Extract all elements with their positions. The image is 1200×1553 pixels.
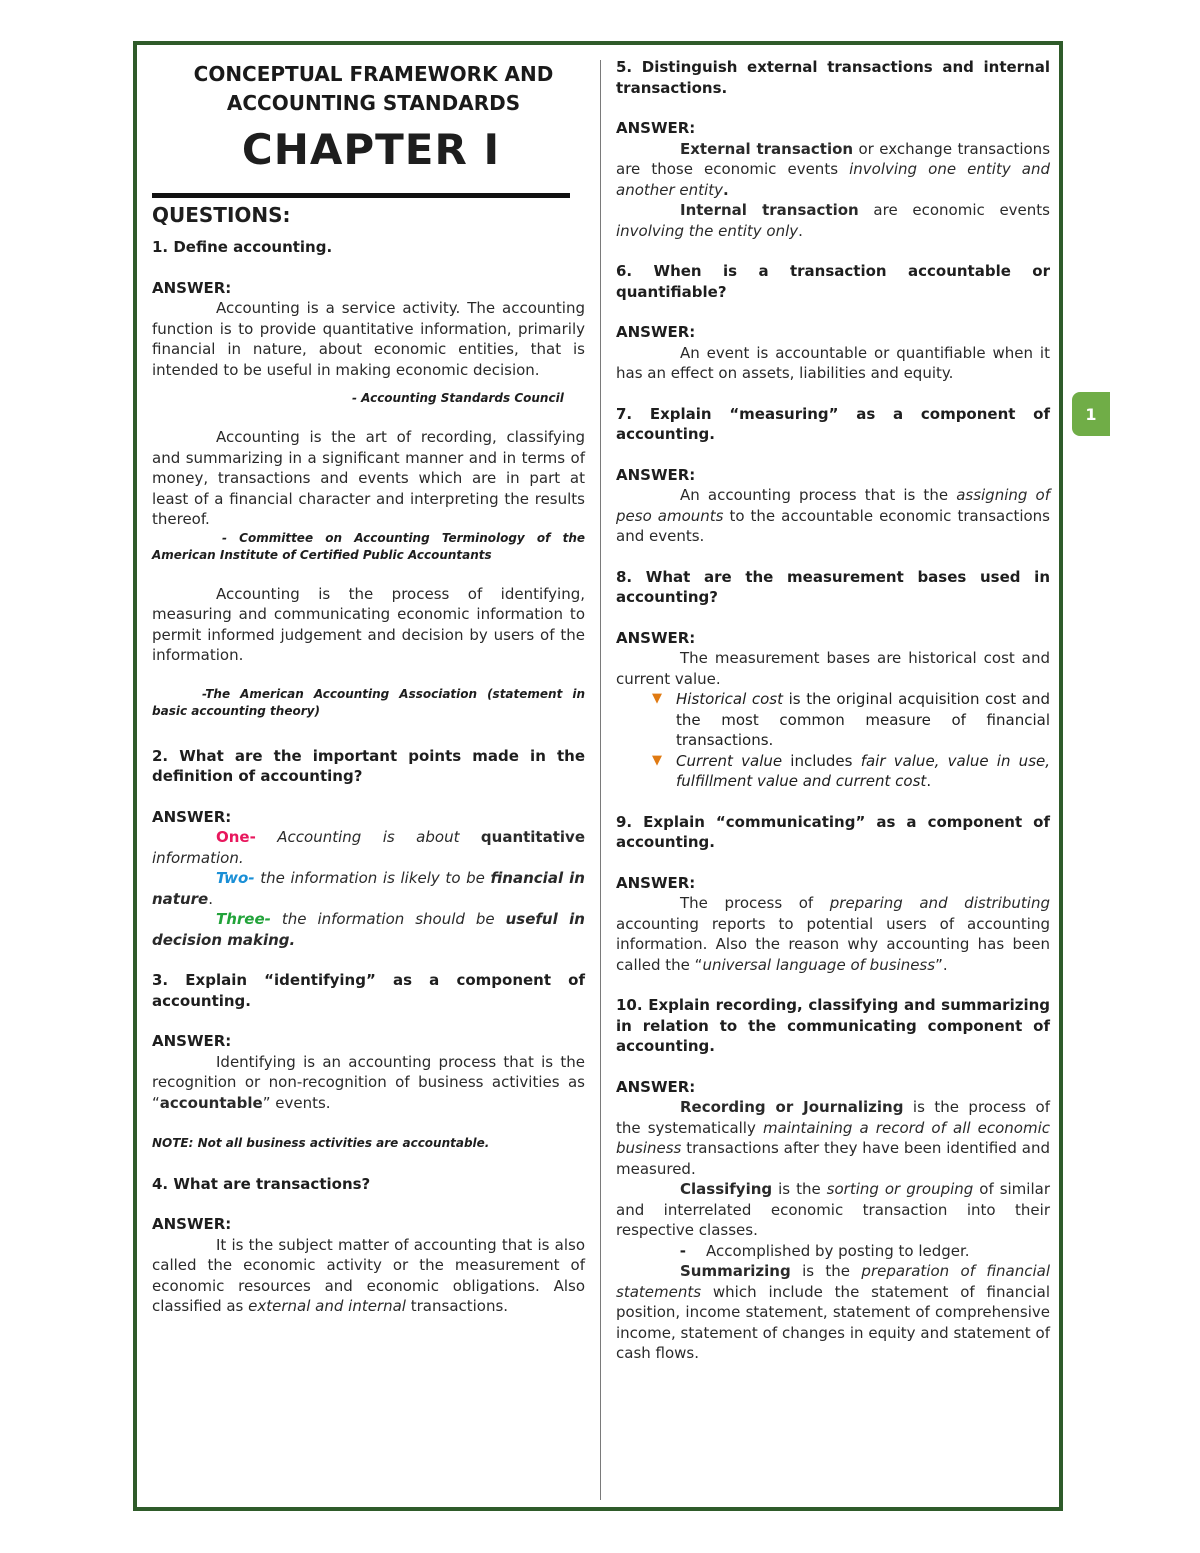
arrow-bullet-icon: ▼	[652, 752, 662, 768]
q2-point-two: Two- the information is likely to be financial in nature.	[152, 869, 585, 908]
answer-label: ANSWER:	[152, 278, 232, 297]
q2-point-one: One- Accounting is about quantitative information.	[152, 828, 585, 867]
question-10: 10. Explain recording, classifying and summarizing in relation to the communicating component of accounting.	[616, 996, 1050, 1055]
q7-answer: An accounting process that is the assigning of peso amounts to the accountable economic transactions and events.	[616, 486, 1050, 545]
right-column	[616, 57, 1050, 1364]
answer-label: ANSWER:	[616, 465, 696, 484]
q2-two-label: Two-	[216, 869, 255, 887]
answer-label: ANSWER:	[616, 323, 696, 341]
q3-answer: Identifying is an accounting process that is the recognition or non-recognition of business activities as “accountable” events.	[152, 1052, 585, 1112]
answer-label: ANSWER:	[152, 807, 232, 826]
q5-internal: Internal transaction are economic events involving the entity only.	[616, 201, 1050, 240]
document-title-line2: ACCOUNTING STANDARDS	[226, 91, 521, 115]
q2-point-three: Three- the information should be useful in decision making.	[152, 910, 585, 949]
answer-label: ANSWER:	[616, 119, 696, 137]
question-6: 6. When is a transaction accountable or quantifiable?	[616, 262, 1050, 301]
q1-definition-2: Accounting is the art of recording, classifying and summarizing in a significant manner and in terms of money, transactions and events which are in part at least of a financial character and interpreting the results thereof.	[152, 428, 585, 528]
chapter-heading: CHAPTER I	[241, 125, 501, 174]
answer-label: ANSWER:	[616, 873, 696, 892]
q8-bullet-historical-cost: ▼ Historical cost is the original acquisition cost and the most common measure of financial transactions.	[616, 689, 1050, 751]
answer-label: ANSWER:	[616, 1077, 696, 1096]
question-2: 2. What are the important points made in the definition of accounting?	[152, 746, 585, 785]
question-1: 1. Define accounting.	[152, 238, 333, 256]
question-7: 7. Explain “measuring” as a component of accounting.	[616, 404, 1050, 443]
q2-one-label: One-	[216, 828, 256, 846]
arrow-bullet-icon: ▼	[652, 691, 662, 706]
page-number-badge: 1	[1072, 392, 1110, 436]
dash-bullet: -	[679, 1241, 686, 1260]
q3-note: NOTE: Not all business activities are accountable.	[152, 1136, 490, 1150]
q9-answer: The process of preparing and distributing accounting reports to potential users of accounting information. Also the reason why accounting has been called the “universal language of business”.	[616, 894, 1050, 974]
q1-definition-1: Accounting is a service activity. The accounting function is to provide quantitative information, primarily financial in nature, about economic entities, that is intended to be useful in making economic decision.	[152, 299, 585, 379]
q6-answer: An event is accountable or quantifiable when it has an effect on assets, liabilities and equity.	[616, 343, 1050, 382]
column-divider	[600, 60, 601, 1500]
question-4: 4. What are transactions?	[152, 1174, 371, 1193]
questions-heading: QUESTIONS:	[152, 203, 291, 227]
q1-source-2: - Committee on Accounting Terminology of the American Institute of Certified Public Accountants	[152, 530, 585, 562]
answer-label: ANSWER:	[152, 1215, 232, 1233]
left-column	[152, 60, 585, 1317]
q10-classifying: Classifying is the sorting or grouping of similar and interrelated economic transaction into their respective classes.	[616, 1180, 1050, 1239]
question-8: 8. What are the measurement bases used in accounting?	[616, 567, 1050, 606]
q8-answer: The measurement bases are historical cost and current value.	[616, 649, 1050, 688]
answer-label: ANSWER:	[616, 628, 696, 647]
document-title-line1: CONCEPTUAL FRAMEWORK AND	[193, 62, 554, 86]
q4-answer: It is the subject matter of accounting that is also called the economic activity or the measurement of economic resources and economic obligations. Also classified as external and internal transactions.	[152, 1235, 585, 1315]
q10-summarizing: Summarizing is the preparation of financial statements which include the statement of financial position, income statement, statement of comprehensive income, statement of changes in equity and statement of cash flows.	[616, 1262, 1051, 1362]
question-3: 3. Explain “identifying” as a component of accounting.	[152, 971, 585, 1010]
q5-external: External transaction or exchange transactions are those economic events involving one entity and another entity.	[616, 139, 1051, 199]
q1-source-1: - Accounting Standards Council	[352, 391, 564, 405]
question-9: 9. Explain “communicating” as a component of accounting.	[616, 812, 1050, 851]
q2-three-label: Three-	[216, 910, 271, 928]
question-5: 5. Distinguish external transactions and internal transactions.	[616, 58, 1050, 97]
q1-source-3: -The American Accounting Association (statement in basic accounting theory)	[152, 686, 585, 718]
heading-rule	[152, 193, 570, 198]
q1-definition-3: Accounting is the process of identifying, measuring and communicating economic information to permit informed judgement and decision by users of the information.	[152, 584, 585, 664]
q10-classifying-sub: - Accomplished by posting to ledger.	[616, 1241, 1050, 1262]
q8-bullet-current-value: ▼ Current value includes fair value, value in use, fulfillment value and current cost.	[616, 751, 1050, 792]
q10-recording: Recording or Journalizing is the process of the systematically maintaining a record of all economic business transactions after they have been identified and measured.	[616, 1098, 1050, 1178]
answer-label: ANSWER:	[152, 1032, 232, 1050]
